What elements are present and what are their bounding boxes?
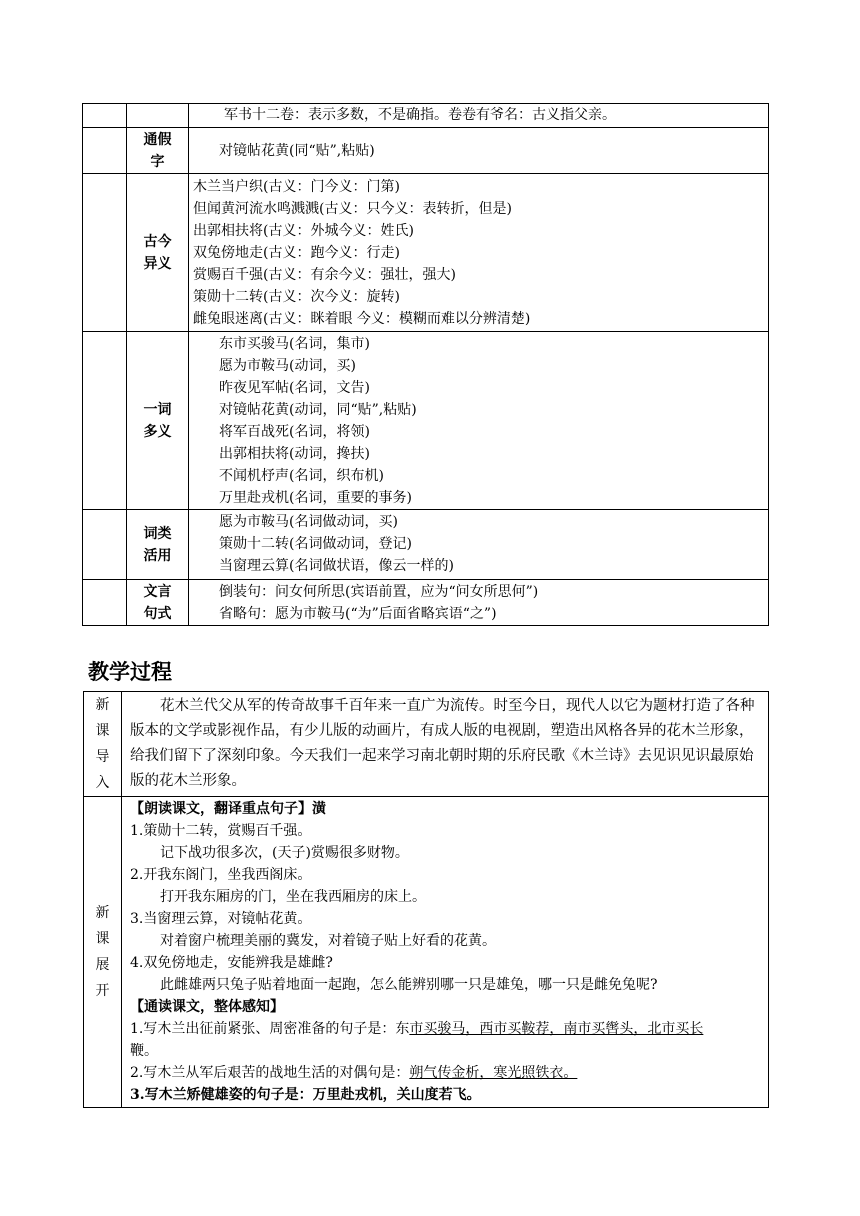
line-list bbox=[189, 332, 768, 509]
perceive-question-1-cont: 鞭。 bbox=[130, 1043, 158, 1059]
section1-title: 【朗读课文，翻译重点句子】潢 bbox=[130, 801, 326, 817]
list-item: 出郭相扶将(古义：外城今义：姓氏) bbox=[193, 223, 414, 239]
translate-question: 3.当窗理云算，对镜帖花黄。 bbox=[130, 911, 312, 927]
intro-content bbox=[122, 692, 769, 797]
blank-cell bbox=[83, 128, 127, 174]
blank-cell bbox=[83, 580, 127, 626]
row-label-huoyong: 词类 活用 bbox=[127, 510, 189, 580]
row-label-intro: 新 课 导 入 bbox=[84, 692, 122, 797]
blank-cell bbox=[83, 510, 127, 580]
row-label-jushi: 文言 句式 bbox=[127, 580, 189, 626]
table-row bbox=[84, 692, 769, 797]
list-item: 赏赐百千强(古义：有余今义：强壮，强大) bbox=[193, 267, 456, 283]
row-content bbox=[189, 104, 769, 128]
perceive-question-3: 3.写木兰矫健雄姿的句子是：万里赴戎机，关山度若飞。 bbox=[130, 1087, 481, 1103]
row-content bbox=[189, 174, 769, 332]
list-item: 对镜帖花黄(动词，同“贴”,粘贴) bbox=[219, 402, 417, 418]
row-content bbox=[189, 580, 769, 626]
translate-answer: 打开我东厢房的门，坐在我西厢房的床上。 bbox=[160, 889, 426, 905]
translate-question: 1.策勋十二转，赏赐百千强。 bbox=[130, 823, 312, 839]
list-item: 但闻黄河流水鸣溅溅(古义：只今义：表转折，但是) bbox=[193, 201, 512, 217]
row-label-gujin: 古今 异义 bbox=[127, 174, 189, 332]
translate-answer: 对着窗户梳理美丽的冀发，对着镜子贴上好看的花黄。 bbox=[160, 933, 496, 949]
line-list bbox=[189, 510, 768, 577]
list-item: 出郭相扶将(动词，搀扶) bbox=[219, 446, 370, 462]
row-label-duoyi: 一词 多义 bbox=[127, 332, 189, 510]
answer-underline: 市买骏马，西市买鞍荐，南市买辔头，北市买长 bbox=[409, 1021, 704, 1037]
table-row bbox=[83, 128, 769, 174]
table-row bbox=[83, 104, 769, 128]
translate-question: 2.开我东阁门，坐我西阁床。 bbox=[130, 867, 312, 883]
intro-paragraph: 花木兰代父从军的传奇故事千百年来一直广为流传。时至今日，现代人以它为题材打造了各种版本的文学或影视作品，有少儿版的动画片，有成人版的电视剧，塑造出风格各异的花木兰形象，给我们留下了深刻印象。今天我们一起来学习南北朝时期的乐府民歌《木兰诗》去见识见识最原始版的花木兰形象。 bbox=[130, 698, 755, 789]
perceive-question-2: 2.写木兰从军后艰苦的战地生活的对偶句是：朔气传金析，寒光照铁衣。 bbox=[130, 1065, 578, 1081]
row-content bbox=[189, 332, 769, 510]
section-heading: 教学过程 bbox=[88, 660, 172, 684]
table-row bbox=[83, 332, 769, 510]
line-list bbox=[189, 580, 768, 625]
translate-question: 4.双免傍地走，安能辨我是雄雌? bbox=[130, 955, 333, 971]
row-content bbox=[189, 510, 769, 580]
row-content bbox=[189, 128, 769, 174]
row-label-develop: 新 课 展 开 bbox=[84, 797, 122, 1108]
blank-cell bbox=[83, 174, 127, 332]
list-item: 昨夜见军帖(名词，文告) bbox=[219, 380, 370, 396]
table-row bbox=[83, 174, 769, 332]
list-item: 愿为市鞍马(名词做动词，买) bbox=[219, 514, 398, 530]
table-row bbox=[84, 797, 769, 1108]
list-item: 木兰当户织(古义：门今义：门第) bbox=[193, 179, 400, 195]
blank-cell bbox=[83, 104, 127, 128]
list-item: 雌兔眼迷离(古义：眯着眼 今义：模糊而难以分辨清楚) bbox=[193, 311, 531, 327]
line-list bbox=[189, 174, 768, 330]
row-text: 对镜帖花黄(同“贴”,粘贴) bbox=[219, 142, 375, 159]
list-item: 省略句：愿为市鞍马(“为”后面省略宾语“之”) bbox=[219, 606, 497, 622]
blank-cell bbox=[83, 332, 127, 510]
list-item: 当窗理云算(名词做状语，像云一样的) bbox=[219, 558, 454, 574]
word-notes-table bbox=[82, 103, 769, 626]
list-item: 万里赴戎机(名词，重要的事务) bbox=[219, 490, 412, 506]
list-item: 不闻机杼声(名词，织布机) bbox=[219, 468, 384, 484]
table-row bbox=[83, 510, 769, 580]
answer-underline: 朔气传金析，寒光照铁衣。 bbox=[409, 1065, 578, 1081]
develop-body bbox=[122, 797, 768, 1106]
list-item: 将军百战死(名词，将领) bbox=[219, 424, 370, 440]
blank-cell bbox=[127, 104, 189, 128]
row-label-tongjia: 通假 字 bbox=[127, 128, 189, 174]
list-item: 策勋十二转(名词做动词，登记) bbox=[219, 536, 412, 552]
translate-answer: 此雌雄两只兔子贴着地面一起跑，怎么能辨别哪一只是雄兔，哪一只是雌免兔呢? bbox=[160, 977, 658, 993]
list-item: 倒装句：问女何所思(宾语前置，应为“问女所思何”) bbox=[219, 584, 539, 600]
list-item: 双兔傍地走(古义：跑今义：行走) bbox=[193, 245, 400, 261]
list-item: 愿为市鞍马(动词，买) bbox=[219, 358, 356, 374]
teaching-process-table bbox=[83, 691, 769, 1108]
develop-content bbox=[122, 797, 769, 1108]
translate-answer: 记下战功很多次，(天子)赏赐很多财物。 bbox=[160, 845, 409, 861]
section2-title: 【通读课文，整体感知】 bbox=[130, 999, 284, 1015]
row-text: 军书十二卷：表示多数，不是确指。卷卷有爷名：古义指父亲。 bbox=[224, 107, 616, 123]
table-row bbox=[83, 580, 769, 626]
list-item: 东市买骏马(名词，集市) bbox=[219, 336, 370, 352]
list-item: 策勋十二转(古义：次今义：旋转) bbox=[193, 289, 400, 305]
perceive-question-1: 1.写木兰出征前紧张、周密准备的句子是：东市买骏马，西市买鞍荐，南市买辔头，北市买长 bbox=[130, 1021, 704, 1037]
